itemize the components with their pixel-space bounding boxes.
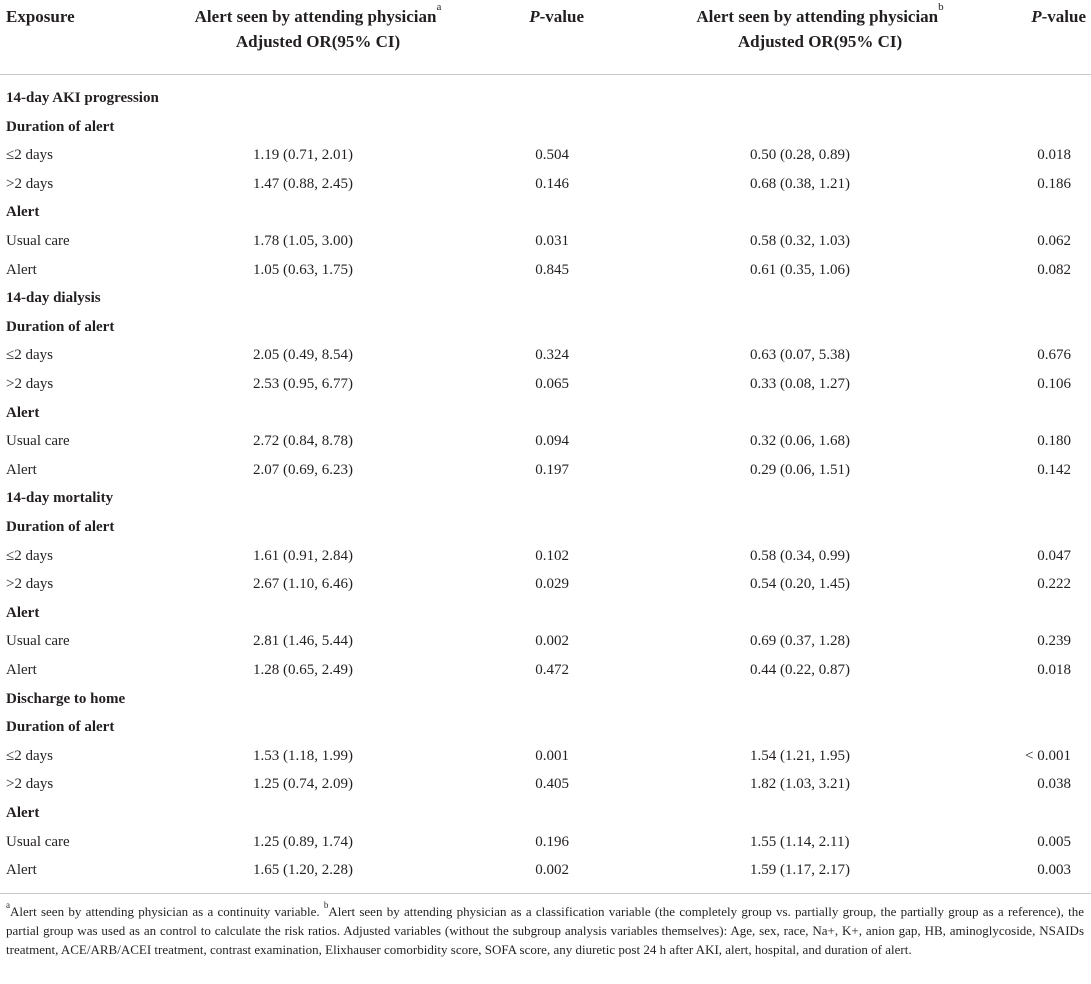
subsection-heading-row xyxy=(0,798,1091,827)
p-value-continuous: 0.472 xyxy=(535,662,569,678)
row-label: ≤2 days xyxy=(6,347,53,364)
adjusted-or-classification: 1.82 (1.03, 3.21) xyxy=(750,776,850,793)
table-row xyxy=(0,255,1091,284)
adjusted-or-continuous: 2.72 (0.84, 8.78) xyxy=(253,433,353,450)
subsection-heading-row xyxy=(0,598,1091,627)
row-label: Duration of alert xyxy=(6,719,115,736)
adjusted-or-continuous: 1.53 (1.18, 1.99) xyxy=(253,747,353,764)
header-exposure: Exposure xyxy=(6,7,75,26)
header-p-suffix: -value xyxy=(539,7,584,26)
table-row xyxy=(0,455,1091,484)
adjusted-or-continuous: 1.05 (0.63, 1.75) xyxy=(253,261,353,278)
adjusted-or-continuous: 2.81 (1.46, 5.44) xyxy=(253,633,353,650)
row-label: 14-day AKI progression xyxy=(6,90,159,106)
p-value-classification: 0.018 xyxy=(1037,147,1071,164)
row-label: ≤2 days xyxy=(6,747,53,764)
table-row xyxy=(0,541,1091,570)
row-label: 14-day dialysis xyxy=(6,290,101,307)
adjusted-or-classification: 0.68 (0.38, 1.21) xyxy=(750,175,850,192)
row-label: Alert xyxy=(6,404,40,421)
p-value-classification: 0.106 xyxy=(1037,376,1071,392)
section-heading-row xyxy=(0,283,1091,312)
adjusted-or-continuous: 1.47 (0.88, 2.45) xyxy=(253,175,353,192)
subsection-heading-row xyxy=(0,712,1091,741)
adjusted-or-classification: 1.55 (1.14, 2.11) xyxy=(750,833,850,850)
p-value-classification: 0.005 xyxy=(1037,833,1071,850)
adjusted-or-classification: 0.50 (0.28, 0.89) xyxy=(750,147,850,164)
p-value-classification: 0.239 xyxy=(1037,633,1071,650)
p-value-classification: 0.062 xyxy=(1037,233,1071,249)
footnote-b-marker: b xyxy=(323,900,329,910)
p-value-continuous: 0.029 xyxy=(535,576,569,593)
row-label: Alert xyxy=(6,204,40,221)
header-p-value-2 xyxy=(1000,4,1086,29)
footnote-b-text: Alert seen by attending physician as a classification variable (the completely group vs. partially group, the partially group as a reference), the partial group was used as an control to calculate the risk ratios. Adjusted variables (without the subgroup analysis variables themselves): Age, sex, race, Na+, K+, anion gap, HB, aminoglycoside, NSAIDs treatment, ACE/ARB/ACEI treatment, contrast examination, Elixhauser comorbidity score, SOFA score, any diuretic post 24 h after AKI, alert, hospital, and duration of alert. xyxy=(6,904,1085,957)
subsection-heading-row xyxy=(0,312,1091,341)
adjusted-or-continuous: 1.78 (1.05, 3.00) xyxy=(253,233,353,249)
row-label: >2 days xyxy=(6,776,54,793)
p-value-continuous: 0.102 xyxy=(535,547,569,564)
row-label: Usual care xyxy=(6,633,70,650)
table-row xyxy=(0,369,1091,398)
row-label: Discharge to home xyxy=(6,690,126,707)
adjusted-or-continuous: 2.53 (0.95, 6.77) xyxy=(253,376,353,392)
row-label: ≤2 days xyxy=(6,547,53,564)
row-label: Usual care xyxy=(6,433,70,450)
footnote-a-text: Alert seen by attending physician as a continuity variable. xyxy=(10,904,324,919)
adjusted-or-continuous: 2.07 (0.69, 6.23) xyxy=(253,461,353,478)
p-value-continuous: 0.065 xyxy=(535,376,569,392)
row-label: >2 days xyxy=(6,175,54,192)
row-label: Alert xyxy=(6,461,37,478)
adjusted-or-continuous: 1.25 (0.74, 2.09) xyxy=(253,776,353,793)
p-value-classification: 0.186 xyxy=(1037,175,1071,192)
adjusted-or-continuous: 1.19 (0.71, 2.01) xyxy=(253,147,353,164)
header-or-continuous-title: Alert seen by attending physician xyxy=(194,7,437,26)
header-divider xyxy=(0,74,1091,75)
row-label: >2 days xyxy=(6,376,54,392)
table-row xyxy=(0,769,1091,798)
adjusted-or-classification: 0.69 (0.37, 1.28) xyxy=(750,633,850,650)
adjusted-or-continuous: 1.28 (0.65, 2.49) xyxy=(253,662,353,678)
row-label: Duration of alert xyxy=(6,519,115,535)
p-value-continuous: 0.197 xyxy=(535,461,569,478)
p-value-classification: 0.676 xyxy=(1037,347,1071,364)
footnote-a-marker: a xyxy=(6,900,10,910)
subsection-heading-row xyxy=(0,112,1091,141)
p-value-classification: 0.047 xyxy=(1037,547,1071,564)
table-row xyxy=(0,855,1091,884)
table-row xyxy=(0,426,1091,455)
header-p-suffix: -value xyxy=(1041,7,1086,26)
p-value-continuous: 0.002 xyxy=(535,633,569,650)
subsection-heading-row xyxy=(0,512,1091,541)
table-bottom-divider xyxy=(0,893,1091,894)
p-value-continuous: 0.324 xyxy=(535,347,569,364)
p-value-classification: 0.018 xyxy=(1037,662,1071,678)
p-value-continuous: 0.405 xyxy=(535,776,569,793)
table-row xyxy=(0,140,1091,169)
header-or-classification-subtitle: Adjusted OR(95% CI) xyxy=(737,32,903,51)
header-or-continuous xyxy=(158,1,478,54)
p-value-continuous: 0.002 xyxy=(535,862,569,879)
adjusted-or-classification: 0.61 (0.35, 1.06) xyxy=(750,261,850,278)
header-p-italic: P xyxy=(1031,7,1042,26)
row-label: 14-day mortality xyxy=(6,490,114,507)
table-row xyxy=(0,340,1091,369)
subsection-heading-row xyxy=(0,197,1091,226)
p-value-continuous: 0.146 xyxy=(535,175,569,192)
p-value-classification: 0.003 xyxy=(1037,862,1071,879)
section-heading-row xyxy=(0,684,1091,713)
table-row xyxy=(0,626,1091,655)
p-value-classification: 0.142 xyxy=(1037,461,1071,478)
p-value-classification: 0.038 xyxy=(1037,776,1071,793)
adjusted-or-continuous: 1.65 (1.20, 2.28) xyxy=(253,862,353,879)
section-heading-row xyxy=(0,483,1091,512)
adjusted-or-classification: 0.33 (0.08, 1.27) xyxy=(750,376,850,392)
header-or-continuous-subtitle: Adjusted OR(95% CI) xyxy=(235,32,401,51)
row-label: Alert xyxy=(6,662,37,678)
p-value-continuous: 0.094 xyxy=(535,433,569,450)
p-value-continuous: 0.196 xyxy=(535,833,569,850)
adjusted-or-classification: 1.59 (1.17, 2.17) xyxy=(750,862,850,879)
section-heading-row xyxy=(0,83,1091,112)
table-footnote xyxy=(6,902,1084,959)
adjusted-or-classification: 0.29 (0.06, 1.51) xyxy=(750,461,850,478)
header-or-classification xyxy=(660,1,980,54)
header-or-classification-title: Alert seen by attending physician xyxy=(696,7,939,26)
p-value-continuous: 0.001 xyxy=(535,747,569,764)
row-label: Alert xyxy=(6,805,40,821)
row-label: Duration of alert xyxy=(6,118,115,135)
table-row xyxy=(0,741,1091,770)
p-value-classification: 0.180 xyxy=(1037,433,1071,450)
adjusted-or-continuous: 1.61 (0.91, 2.84) xyxy=(253,547,353,564)
table-row xyxy=(0,569,1091,598)
adjusted-or-classification: 0.32 (0.06, 1.68) xyxy=(750,433,850,450)
table-header xyxy=(0,0,1091,74)
adjusted-or-classification: 0.44 (0.22, 0.87) xyxy=(750,662,850,678)
p-value-continuous: 0.504 xyxy=(535,147,569,164)
subsection-heading-row xyxy=(0,398,1091,427)
table-row xyxy=(0,827,1091,856)
row-label: ≤2 days xyxy=(6,147,53,164)
row-label: Alert xyxy=(6,862,37,879)
table-row xyxy=(0,169,1091,198)
header-p-value-1 xyxy=(520,4,584,29)
adjusted-or-classification: 1.54 (1.21, 1.95) xyxy=(750,747,850,764)
table-row xyxy=(0,226,1091,255)
row-label: Alert xyxy=(6,261,37,278)
footnote-marker-b: b xyxy=(938,1,944,13)
p-value-classification: < 0.001 xyxy=(1025,747,1071,764)
row-label: Usual care xyxy=(6,233,70,249)
adjusted-or-continuous: 2.05 (0.49, 8.54) xyxy=(253,347,353,364)
row-label: Usual care xyxy=(6,833,70,850)
row-label: Duration of alert xyxy=(6,318,115,335)
footnote-marker-a: a xyxy=(436,1,442,13)
p-value-classification: 0.222 xyxy=(1037,576,1071,593)
adjusted-or-classification: 0.63 (0.07, 5.38) xyxy=(750,347,850,364)
adjusted-or-classification: 0.58 (0.34, 0.99) xyxy=(750,547,850,564)
p-value-continuous: 0.031 xyxy=(535,233,569,249)
header-p-italic: P xyxy=(529,7,540,26)
row-label: >2 days xyxy=(6,576,54,593)
row-label: Alert xyxy=(6,604,40,621)
p-value-continuous: 0.845 xyxy=(535,261,569,278)
p-value-classification: 0.082 xyxy=(1037,261,1071,278)
adjusted-or-classification: 0.58 (0.32, 1.03) xyxy=(750,233,850,249)
adjusted-or-continuous: 2.67 (1.10, 6.46) xyxy=(253,576,353,593)
table-row xyxy=(0,655,1091,684)
adjusted-or-continuous: 1.25 (0.89, 1.74) xyxy=(253,833,353,850)
adjusted-or-classification: 0.54 (0.20, 1.45) xyxy=(750,576,850,593)
